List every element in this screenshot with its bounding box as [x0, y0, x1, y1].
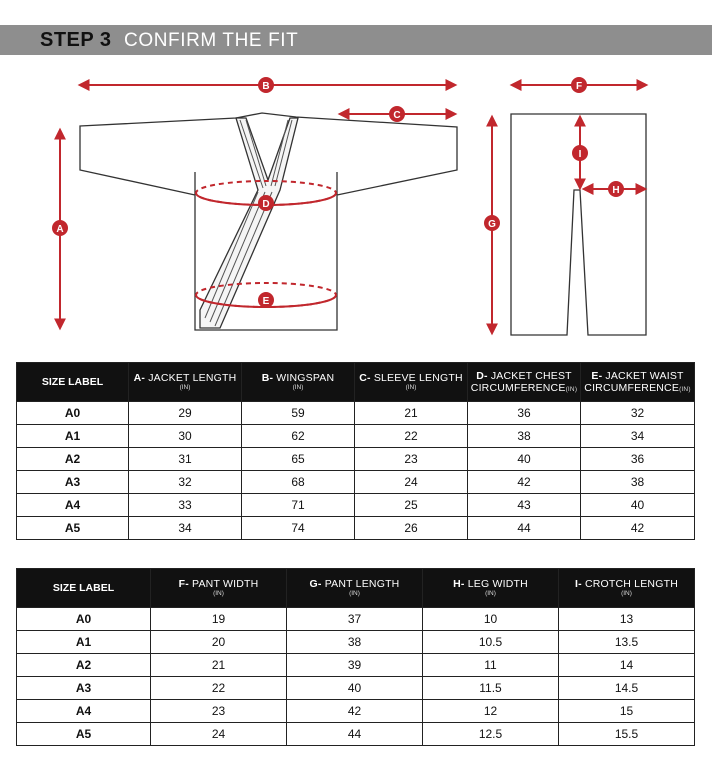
table-row	[17, 723, 695, 746]
measurement-cell: 23	[151, 700, 287, 723]
measurement-cell: 33	[129, 494, 242, 517]
measurement-cell: 38	[468, 425, 581, 448]
measurement-diagram	[0, 60, 712, 350]
measurement-cell: 71	[242, 494, 355, 517]
measurement-cell: 34	[581, 425, 695, 448]
column-header-sleeve-length: C- SLEEVE LENGTH (IN)	[355, 363, 468, 402]
measurement-cell: 11	[423, 654, 559, 677]
measurement-cell: 38	[581, 471, 695, 494]
svg-text:C: C	[393, 110, 401, 121]
step-title: CONFIRM THE FIT	[124, 30, 299, 51]
measurement-cell: 44	[468, 517, 581, 540]
column-header-jacket-length: A- JACKET LENGTH (IN)	[129, 363, 242, 402]
measurement-cell: 12	[423, 700, 559, 723]
measurement-cell: 39	[287, 654, 423, 677]
label-e-marker	[258, 292, 274, 308]
measurement-cell: 43	[468, 494, 581, 517]
size-label-cell: A4	[17, 494, 129, 517]
measurement-cell: 37	[287, 608, 423, 631]
step-banner	[0, 25, 712, 55]
size-label-cell: A5	[17, 517, 129, 540]
measurement-cell: 68	[242, 471, 355, 494]
measurement-cell: 24	[355, 471, 468, 494]
table-row	[17, 517, 695, 540]
label-h-marker	[608, 181, 624, 197]
table-header-row	[17, 363, 695, 402]
column-header-leg-width: H- LEG WIDTH (IN)	[423, 569, 559, 608]
measurement-cell: 30	[129, 425, 242, 448]
measurement-cell: 10	[423, 608, 559, 631]
measurement-cell: 29	[129, 402, 242, 425]
table-row	[17, 425, 695, 448]
svg-text:D: D	[262, 199, 270, 210]
measurement-cell: 38	[287, 631, 423, 654]
measurement-cell: 10.5	[423, 631, 559, 654]
measurement-cell: 42	[468, 471, 581, 494]
measurement-cell: 59	[242, 402, 355, 425]
table-row	[17, 448, 695, 471]
measurement-cell: 62	[242, 425, 355, 448]
svg-text:H: H	[612, 185, 620, 196]
measurement-cell: 13	[559, 608, 695, 631]
measurement-cell: 21	[151, 654, 287, 677]
measurement-cell: 40	[287, 677, 423, 700]
column-header-pant-width: F- PANT WIDTH (IN)	[151, 569, 287, 608]
size-label-cell: A1	[17, 425, 129, 448]
size-label-cell: A1	[17, 631, 151, 654]
label-b-marker	[258, 77, 274, 93]
size-label-cell: A3	[17, 471, 129, 494]
svg-text:A: A	[56, 224, 64, 235]
size-label-cell: A0	[17, 402, 129, 425]
size-label-cell: A3	[17, 677, 151, 700]
size-label-cell: A0	[17, 608, 151, 631]
svg-text:F: F	[575, 81, 583, 92]
svg-text:G: G	[488, 219, 496, 230]
svg-text:I: I	[578, 149, 582, 160]
size-label-header: SIZE LABEL	[17, 569, 151, 608]
svg-text:E: E	[262, 296, 270, 307]
size-label-cell: A4	[17, 700, 151, 723]
measurement-cell: 32	[581, 402, 695, 425]
measurement-cell: 22	[355, 425, 468, 448]
column-header-wingspan: B- WINGSPAN (IN)	[242, 363, 355, 402]
measurement-cell: 14.5	[559, 677, 695, 700]
pant-size-table	[16, 568, 695, 746]
column-header-pant-length: G- PANT LENGTH (IN)	[287, 569, 423, 608]
measurement-cell: 44	[287, 723, 423, 746]
measurement-cell: 36	[468, 402, 581, 425]
label-c-marker	[389, 106, 405, 122]
measurement-cell: 19	[151, 608, 287, 631]
measurement-cell: 42	[581, 517, 695, 540]
measurement-cell: 65	[242, 448, 355, 471]
measurement-cell: 15.5	[559, 723, 695, 746]
measurement-cell: 40	[468, 448, 581, 471]
measurement-cell: 26	[355, 517, 468, 540]
label-i-marker	[572, 145, 588, 161]
measurement-cell: 13.5	[559, 631, 695, 654]
measurement-cell: 12.5	[423, 723, 559, 746]
table-row	[17, 631, 695, 654]
measurement-cell: 14	[559, 654, 695, 677]
column-header-jacket-chest: D- JACKET CHEST CIRCUMFERENCE(IN)	[468, 363, 581, 402]
svg-text:B: B	[262, 81, 270, 92]
jacket-size-table	[16, 362, 695, 540]
measurement-cell: 31	[129, 448, 242, 471]
table-header-row	[17, 569, 695, 608]
column-header-jacket-waist: E- JACKET WAIST CIRCUMFERENCE(IN)	[581, 363, 695, 402]
measurement-cell: 36	[581, 448, 695, 471]
table-row	[17, 608, 695, 631]
label-d-marker	[258, 195, 274, 211]
size-label-cell: A2	[17, 654, 151, 677]
measurement-cell: 40	[581, 494, 695, 517]
size-label-header: SIZE LABEL	[17, 363, 129, 402]
table-row	[17, 700, 695, 723]
measurement-cell: 23	[355, 448, 468, 471]
measurement-cell: 42	[287, 700, 423, 723]
measurement-cell: 24	[151, 723, 287, 746]
measurement-cell: 15	[559, 700, 695, 723]
table-row	[17, 654, 695, 677]
table-row	[17, 677, 695, 700]
label-g-marker	[484, 215, 500, 231]
measurement-cell: 74	[242, 517, 355, 540]
label-f-marker	[571, 77, 587, 93]
table-row	[17, 402, 695, 425]
step-number: STEP 3	[40, 29, 112, 51]
measurement-cell: 22	[151, 677, 287, 700]
measurement-cell: 32	[129, 471, 242, 494]
table-row	[17, 471, 695, 494]
column-header-crotch-length: I- CROTCH LENGTH (IN)	[559, 569, 695, 608]
measurement-cell: 25	[355, 494, 468, 517]
size-label-cell: A2	[17, 448, 129, 471]
measurement-cell: 11.5	[423, 677, 559, 700]
table-row	[17, 494, 695, 517]
label-a-marker	[52, 220, 68, 236]
measurement-cell: 20	[151, 631, 287, 654]
measurement-cell: 21	[355, 402, 468, 425]
measurement-cell: 34	[129, 517, 242, 540]
size-label-cell: A5	[17, 723, 151, 746]
